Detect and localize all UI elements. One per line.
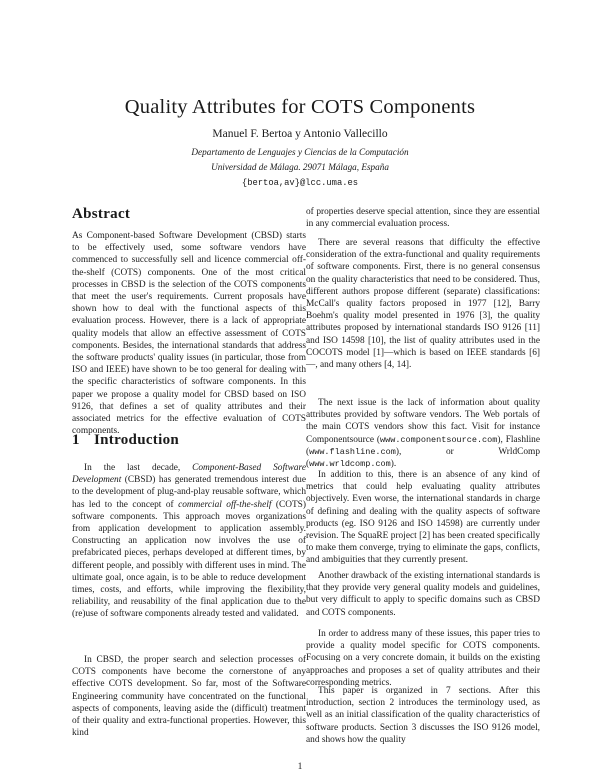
section-title: Introduction bbox=[94, 432, 180, 448]
intro-paragraph-2: In CBSD, the proper search and selection processes of COTS components have become the cornerstone of any effective COTS development. So far, most of the Software Engineering community have concentrated on the functional aspects of components, leaving aside the (difficult) treatment of their quality and extra-functional properties. However, this kind bbox=[72, 655, 306, 739]
right-paragraph-1: There are several reasons that difficulty the effective consideration of the extra-functional and quality requirements of software components. First, there is no general consensus on the quality characteristics that need to be considered. Thus, different authors propose different (separate) classifications: McCall's quality factors proposed in 1977 [12], Barry Boehm's quality model presented in 1976 [3], the quality attributes proposed by international standards ISO 9126 [11] and ISO 14598 [10], the list of quality attributes used in the COCOTS model [1]—which is based on IEEE standards [6]—, and many others [4, 14]. bbox=[306, 238, 540, 371]
right-paragraph-0: of properties deserve special attention, since they are essential in any commercial evaluation process. bbox=[306, 207, 540, 230]
page-number: 1 bbox=[297, 762, 303, 772]
url-wrldcomp: www.wrldcomp.com bbox=[309, 459, 391, 470]
introduction-heading bbox=[72, 432, 179, 449]
right-paragraph-5: In order to address many of these issues, this paper tries to provide a quality model specific for COTS components. Focusing on a very concrete domain, it builds on the existing approaches and proposes a set of quality attributes and their corresponding metrics. bbox=[306, 629, 540, 688]
author-university: Universidad de Málaga. 29071 Málaga, España bbox=[211, 162, 389, 172]
author-email: {bertoa,av}@lcc.uma.es bbox=[241, 178, 359, 188]
right-paragraph-4: Another drawback of the existing international standards is that they provide very general quality models and guidelines, but very difficult to apply to specific domains such as CBSD and COTS components. bbox=[306, 571, 540, 618]
intro-paragraph-1: In the last decade, Component-Based Software Development (CBSD) has generated tremendous interest due to the development of plug-and-play reusable software, which has led to the concept of commercial off-the-shelf (COTS) software components. This approach moves organizations from application development to application assembly. Constructing an application now involves the use of prefabricated pieces, perhaps developed at different times, by different people, and possibly with different uses in mind. The ultimate goal, once again, is to be able to reduce development times, costs, and efforts, while improving the flexibility, reliability, and reusability of the final application due to the (re)use of software components already tested and validated. bbox=[72, 463, 306, 620]
section-number: 1 bbox=[72, 432, 80, 448]
paper-authors: Manuel F. Bertoa y Antonio Vallecillo bbox=[212, 128, 388, 140]
abstract-heading: Abstract bbox=[72, 206, 131, 222]
right-paragraph-3: In addition to this, there is an absence of any kind of metrics that could help evaluating quality attributes objectively. Even worse, the international standards in charge of defining and dealing with the quality aspects of software products (eg. ISO 9126 and ISO 14598) are currently under revision. The SquaRE project [2] has been created specifically to make them converge, trying to eliminate the gaps, conflicts, and ambiguities that they currently present. bbox=[306, 470, 540, 566]
abstract-text: As Component-based Software Development (CBSD) starts to be effectively used, some software vendors have commenced to successfully sell and licence commercial off-the-shelf (COTS) components. One of the most critical processes in CBSD is the selection of the COTS components that meet the user's requirements. Current proposals have shown how to deal with the functional aspects of this evaluation process. However, there is a lack of appropriate quality models that allow an effective assessment of COTS components. Besides, the international standards that address the software products' quality issues (in particular, those from ISO and IEEE) have shown to be too general for dealing with the specific characteristics of software components. In this paper we propose a quality model for CBSD based on ISO 9126, that defines a set of quality attributes and their associated metrics for the effective evaluation of COTS components. bbox=[72, 231, 306, 437]
paper-title: Quality Attributes for COTS Components bbox=[124, 96, 476, 118]
right-paragraph-2: The next issue is the lack of information about quality attributes provided by software vendors. The Web portals of the main COTS vendors show this fact. Visit for instance Componentsource (www.componentsource.com), Flashline (www.flashline.com), or WrldComp (www.wrldcomp.com). bbox=[306, 398, 540, 470]
author-department: Departamento de Lenguajes y Ciencias de la Computación bbox=[191, 147, 409, 157]
url-componentsource: www.componentsource.com bbox=[380, 434, 498, 445]
url-flashline: www.flashline.com bbox=[309, 446, 396, 457]
right-paragraph-6: This paper is organized in 7 sections. After this introduction, section 2 introduces the terminology used, as well as an initial classification of the quality characteristics of software products. Section 3 discusses the ISO 9126 model, and shows how the quality bbox=[306, 686, 540, 745]
